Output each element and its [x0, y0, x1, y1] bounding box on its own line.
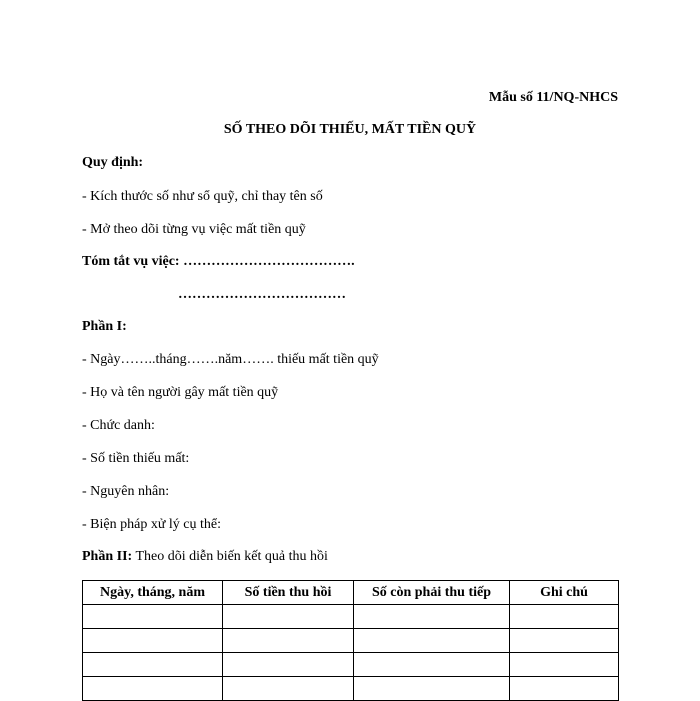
summary-dots-continued: ………………………………	[178, 287, 346, 302]
table-cell	[354, 677, 510, 701]
table-row	[83, 677, 619, 701]
column-header-recovered-amount: Số tiền thu hồi	[223, 581, 354, 605]
table-cell	[354, 653, 510, 677]
document-title: SỐ THEO DÕI THIẾU, MẤT TIỀN QUỸ	[223, 122, 477, 137]
recovery-tracking-table	[82, 580, 619, 701]
table-cell	[83, 605, 223, 629]
table-cell	[83, 653, 223, 677]
part1-item: - Ngày……..tháng…….năm……. thiếu mất tiền quỹ	[82, 352, 379, 367]
part1-item: - Chức danh:	[82, 418, 155, 433]
column-header-notes: Ghi chú	[510, 581, 619, 605]
form-code: Mẫu số 11/NQ-NHCS	[488, 90, 618, 105]
summary-line	[82, 254, 355, 270]
table-cell	[510, 629, 619, 653]
table-row	[83, 605, 619, 629]
regulation-item: - Kích thước số như sổ quỹ, chỉ thay tên số	[82, 189, 323, 204]
regulations-heading: Quy định:	[82, 155, 144, 170]
table-cell	[354, 605, 510, 629]
table-cell	[510, 677, 619, 701]
table-cell	[83, 677, 223, 701]
part1-item: - Nguyên nhân:	[82, 484, 170, 499]
regulation-item: - Mở theo dõi từng vụ việc mất tiền quỹ	[82, 222, 306, 237]
part1-item: - Số tiền thiếu mất:	[82, 451, 190, 466]
table-cell	[223, 677, 354, 701]
table-cell	[223, 653, 354, 677]
part2-text: Theo dõi diễn biến kết quả thu hồi	[135, 549, 328, 564]
table-cell	[510, 653, 619, 677]
column-header-remaining-amount: Số còn phải thu tiếp	[354, 581, 510, 605]
table-cell	[223, 605, 354, 629]
table-row	[83, 629, 619, 653]
column-header-date: Ngày, tháng, năm	[83, 581, 223, 605]
summary-dots: ……………………………….	[183, 254, 355, 269]
part2-heading: Phần II:	[82, 549, 133, 564]
table-row	[83, 653, 619, 677]
part1-item: - Biện pháp xử lý cụ thể:	[82, 517, 222, 532]
table-header-row	[83, 581, 619, 605]
table-cell	[510, 605, 619, 629]
table-cell	[223, 629, 354, 653]
table-cell	[354, 629, 510, 653]
summary-label: Tóm tắt vụ việc:	[82, 254, 180, 269]
part1-heading: Phần I:	[82, 319, 127, 334]
part1-item: - Họ và tên người gây mất tiền quỹ	[82, 385, 279, 400]
part2-line	[82, 549, 328, 565]
table-cell	[83, 629, 223, 653]
